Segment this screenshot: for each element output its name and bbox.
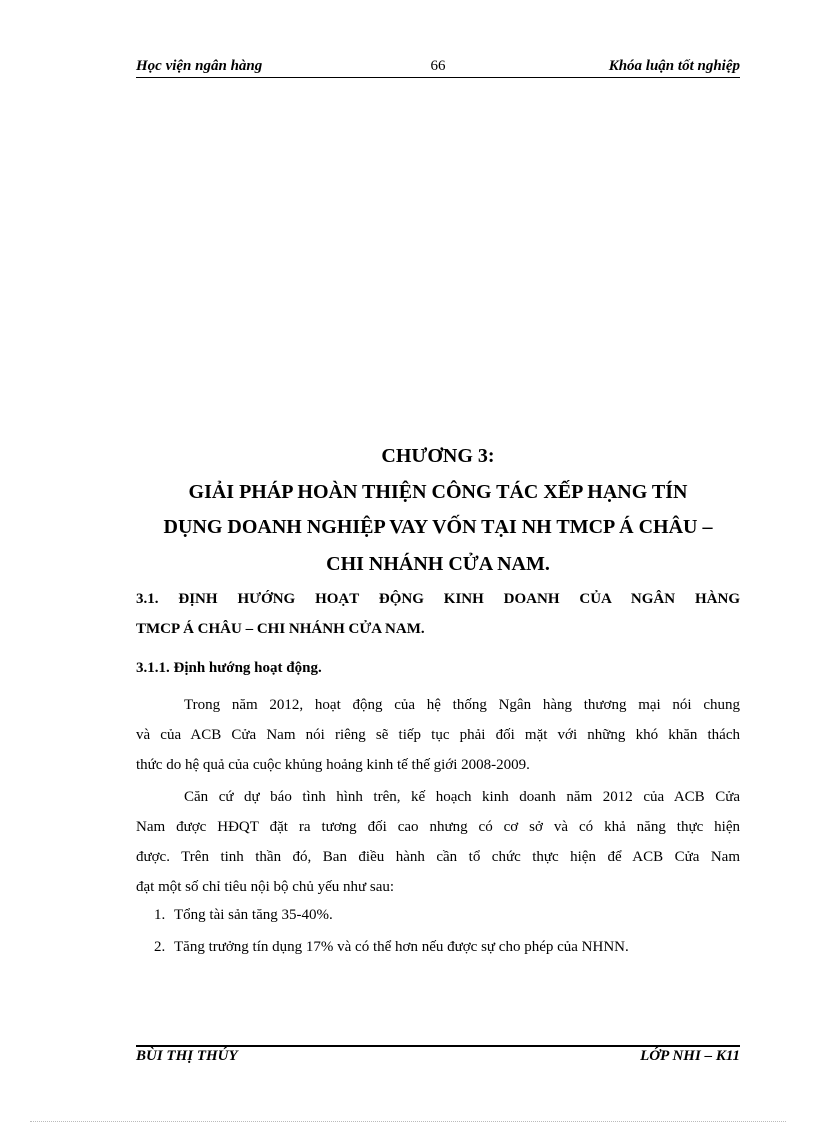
chapter-title-line-3: CHI NHÁNH CỬA NAM. — [326, 553, 550, 575]
chapter-title-line-1: GIẢI PHÁP HOÀN THIỆN CÔNG TÁC XẾP HẠNG TÍN — [188, 481, 688, 503]
list-item-text: Tăng trưởng tín dụng 17% và có thể hơn nếu được sự cho phép của NHNN. — [174, 939, 629, 955]
list-item-number: 1. — [154, 907, 166, 923]
paragraph-2-line: Nam được HĐQT đặt ra tương đối cao nhưng có cơ sở và có khả năng thực hiện — [136, 819, 740, 835]
paragraph-1-line: và của ACB Cửa Nam nói riêng sẽ tiếp tục phải đối mặt với những khó khăn thách — [136, 727, 740, 743]
footer-rule — [136, 1045, 740, 1047]
paragraph-2-line: được. Trên tinh thần đó, Ban điều hành cần tổ chức thực hiện để ACB Cửa Nam — [136, 849, 740, 865]
header-institution: Học viện ngân hàng — [136, 58, 263, 74]
footer-author: BÙI THỊ THÚY — [136, 1048, 238, 1064]
list-item — [154, 907, 333, 924]
page-header — [136, 58, 740, 78]
paragraph-2-line: Căn cứ dự báo tình hình trên, kế hoạch kinh doanh năm 2012 của ACB Cửa — [184, 789, 740, 805]
header-rule — [136, 77, 740, 78]
chapter-number: CHƯƠNG 3: — [381, 445, 495, 467]
header-document-type: Khóa luận tốt nghiệp — [608, 58, 740, 74]
paragraph-1-line: thức do hệ quả của cuộc khủng hoảng kinh tế thế giới 2008-2009. — [136, 757, 530, 773]
section-heading-line-1: 3.1. ĐỊNH HƯỚNG HOẠT ĐỘNG KINH DOANH CỦA NGÂN HÀNG — [136, 591, 740, 607]
section-heading-line-2: TMCP Á CHÂU – CHI NHÁNH CỬA NAM. — [136, 621, 425, 637]
paragraph-2-line: đạt một số chỉ tiêu nội bộ chủ yếu như sau: — [136, 879, 395, 895]
paragraph-1-line: Trong năm 2012, hoạt động của hệ thống Ngân hàng thương mại nói chung — [184, 697, 740, 713]
list-item — [154, 939, 629, 956]
page-bottom-border — [30, 1121, 786, 1122]
footer-class: LỚP NHI – K11 — [640, 1048, 740, 1064]
page-number: 66 — [430, 58, 446, 74]
list-item-number: 2. — [154, 939, 166, 955]
subsection-heading: 3.1.1. Định hướng hoạt động. — [136, 660, 322, 676]
chapter-title-line-2: DỤNG DOANH NGHIỆP VAY VỐN TẠI NH TMCP Á CHÂU – — [163, 516, 713, 538]
list-item-text: Tổng tài sản tăng 35-40%. — [174, 907, 333, 923]
